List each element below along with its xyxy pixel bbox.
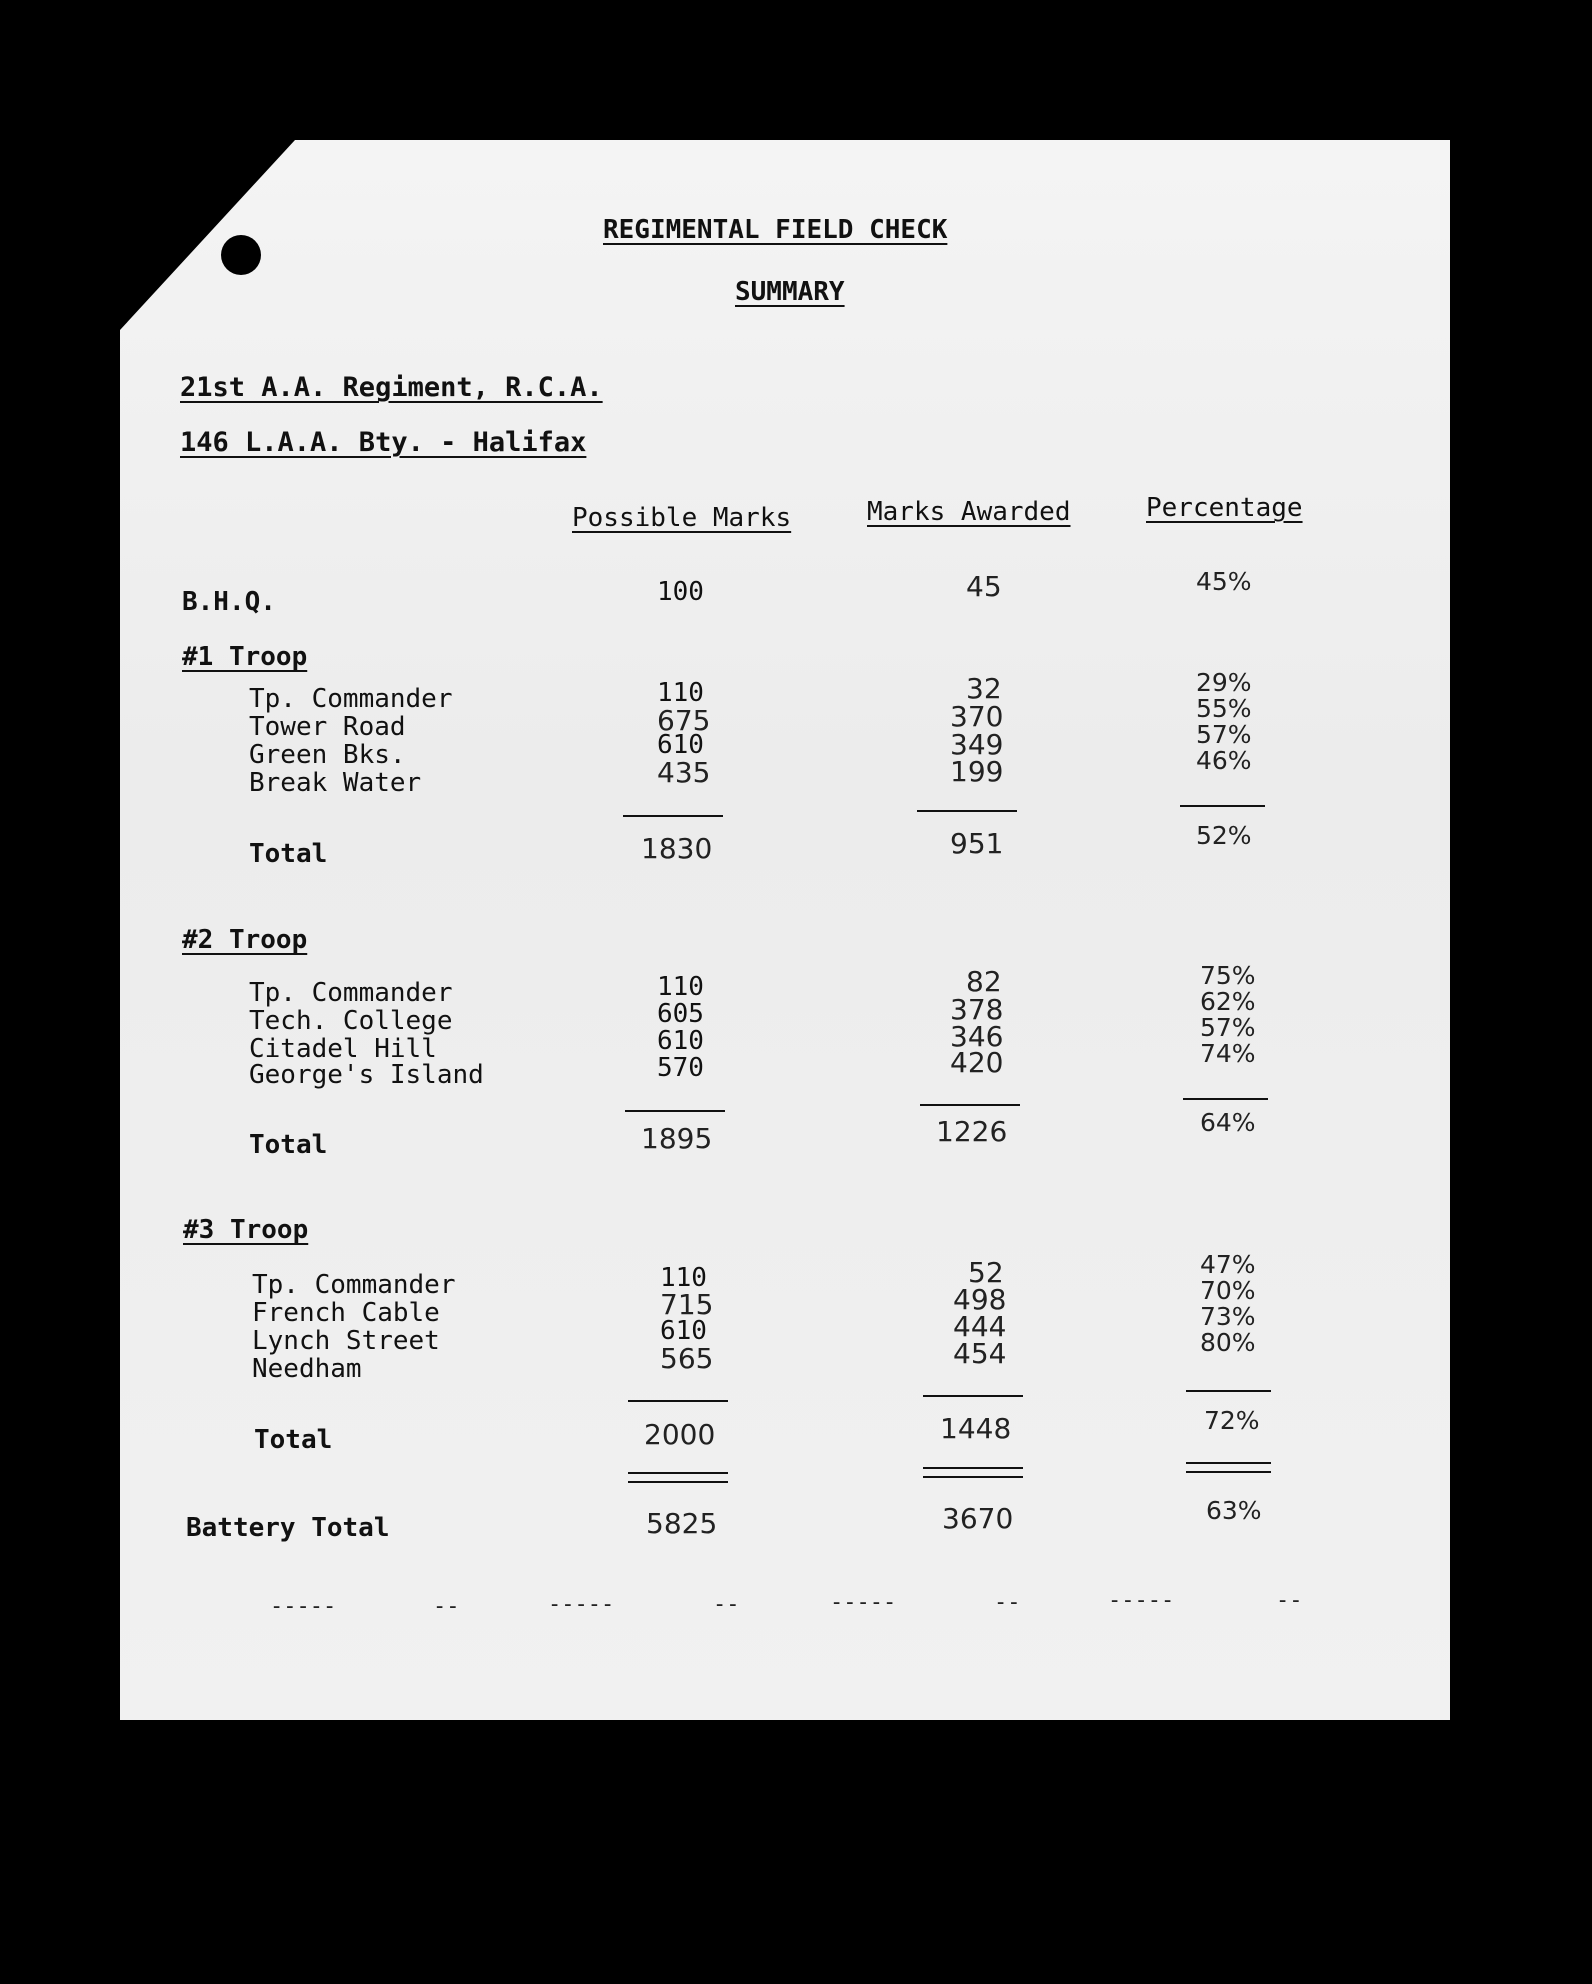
troop2-rule-possible <box>625 1110 725 1112</box>
troop3-row-awarded: 52 <box>968 1256 1004 1289</box>
troop1-row-possible: 110 <box>657 678 704 708</box>
troop3-rule-possible <box>628 1400 728 1402</box>
bhq-label: B.H.Q. <box>182 587 276 617</box>
troop3-row-awarded: 454 <box>953 1337 1007 1370</box>
troop3-rule-pct <box>1186 1390 1271 1392</box>
bhq-possible: 100 <box>657 577 704 607</box>
troop1-row-awarded: 199 <box>950 755 1004 788</box>
footer-dash: ----- <box>830 1590 897 1615</box>
footer-dash: -- <box>994 1590 1021 1615</box>
troop1-row-label: Tower Road <box>249 712 406 742</box>
col-percentage: Percentage <box>1146 493 1303 523</box>
troop2-rule-pct <box>1183 1098 1268 1100</box>
troop2-row-label: Citadel Hill <box>249 1034 437 1064</box>
troop1-row-pct: 46% <box>1196 746 1252 775</box>
troop3-row-label: Tp. Commander <box>252 1270 456 1300</box>
footer-dash: -- <box>713 1592 740 1617</box>
col-marks-awarded: Marks Awarded <box>867 497 1071 527</box>
troop3-row-pct: 47% <box>1200 1250 1256 1279</box>
troop2-row-awarded: 82 <box>966 965 1002 998</box>
bhq-awarded: 45 <box>966 570 1002 603</box>
troop1-rule-awarded <box>917 810 1017 812</box>
troop2-total-pct: 64% <box>1200 1108 1256 1137</box>
troop1-row-label: Break Water <box>249 768 422 798</box>
grand-rule-awarded <box>923 1467 1023 1478</box>
troop1-row-awarded: 349 <box>950 728 1004 761</box>
troop1-row-possible: 675 <box>657 704 711 737</box>
footer-dash: -- <box>433 1594 460 1619</box>
troop1-row-pct: 57% <box>1196 720 1252 749</box>
troop1-total-awarded: 951 <box>950 827 1004 860</box>
troop2-row-possible: 570 <box>657 1053 704 1083</box>
troop3-row-pct: 73% <box>1200 1302 1256 1331</box>
troop2-rule-awarded <box>920 1104 1020 1106</box>
battery-total-possible: 5825 <box>646 1507 718 1540</box>
troop1-row-awarded: 32 <box>966 672 1002 705</box>
troop1-row-possible: 435 <box>657 756 711 789</box>
troop3-row-label: Lynch Street <box>252 1326 440 1356</box>
grand-rule-possible <box>628 1472 728 1483</box>
troop2-row-possible: 110 <box>657 972 704 1002</box>
battery-total-pct: 63% <box>1206 1496 1262 1525</box>
troop2-row-awarded: 378 <box>950 993 1004 1026</box>
troop3-total-label: Total <box>254 1425 333 1455</box>
troop3-row-label: Needham <box>252 1354 362 1384</box>
troop3-rule-awarded <box>923 1395 1023 1397</box>
troop3-row-awarded: 444 <box>953 1310 1007 1343</box>
unit-line-1: 21st A.A. Regiment, R.C.A. <box>180 372 603 403</box>
footer-dash: ----- <box>270 1594 337 1619</box>
troop2-total-possible: 1895 <box>641 1122 713 1155</box>
troop2-row-possible: 610 <box>657 1026 704 1056</box>
troop1-row-possible: 610 <box>657 730 704 760</box>
troop3-row-awarded: 498 <box>953 1283 1007 1316</box>
troop2-row-pct: 62% <box>1200 987 1256 1016</box>
troop3-row-possible: 715 <box>660 1288 714 1321</box>
troop1-total-label: Total <box>249 839 328 869</box>
footer-dash: ----- <box>548 1592 615 1617</box>
troop2-row-pct: 57% <box>1200 1013 1256 1042</box>
troop3-total-pct: 72% <box>1204 1406 1260 1435</box>
troop3-row-pct: 70% <box>1200 1276 1256 1305</box>
footer-dash: -- <box>1276 1588 1303 1613</box>
troop1-row-awarded: 370 <box>950 700 1004 733</box>
troop2-row-awarded: 420 <box>950 1046 1004 1079</box>
troop3-total-possible: 2000 <box>644 1418 716 1451</box>
troop1-row-label: Tp. Commander <box>249 684 453 714</box>
grand-rule-pct <box>1186 1462 1271 1473</box>
troop2-total-awarded: 1226 <box>936 1115 1008 1148</box>
troop1-row-label: Green Bks. <box>249 740 406 770</box>
troop1-row-pct: 55% <box>1196 694 1252 723</box>
troop2-row-possible: 605 <box>657 999 704 1029</box>
troop2-row-label: George's Island <box>249 1060 484 1090</box>
document-subtitle: SUMMARY <box>735 277 845 307</box>
bhq-pct: 45% <box>1196 567 1252 596</box>
footer-dash: ----- <box>1108 1588 1175 1613</box>
troop2-row-pct: 74% <box>1200 1039 1256 1068</box>
troop2-row-awarded: 346 <box>950 1020 1004 1053</box>
troop3-row-pct: 80% <box>1200 1328 1256 1357</box>
troop3-row-label: French Cable <box>252 1298 440 1328</box>
battery-total-awarded: 3670 <box>942 1502 1014 1535</box>
troop3-row-possible: 610 <box>660 1316 707 1346</box>
troop1-total-pct: 52% <box>1196 821 1252 850</box>
troop1-rule-possible <box>623 815 723 817</box>
troop3-row-possible: 110 <box>660 1263 707 1293</box>
troop2-title: #2 Troop <box>182 925 308 955</box>
document-title: REGIMENTAL FIELD CHECK <box>603 215 948 245</box>
troop1-rule-pct <box>1180 805 1265 807</box>
troop3-row-possible: 565 <box>660 1342 714 1375</box>
col-possible-marks: Possible Marks <box>572 503 792 533</box>
troop3-title: #3 Troop <box>183 1215 309 1245</box>
punch-hole <box>221 235 261 275</box>
troop2-row-pct: 75% <box>1200 961 1256 990</box>
troop1-total-possible: 1830 <box>641 832 713 865</box>
troop2-total-label: Total <box>249 1130 328 1160</box>
troop2-row-label: Tech. College <box>249 1006 453 1036</box>
troop1-row-pct: 29% <box>1196 668 1252 697</box>
battery-total-label: Battery Total <box>186 1513 390 1543</box>
unit-line-2: 146 L.A.A. Bty. - Halifax <box>180 427 587 458</box>
troop1-title: #1 Troop <box>182 642 308 672</box>
troop2-row-label: Tp. Commander <box>249 978 453 1008</box>
troop3-total-awarded: 1448 <box>940 1412 1012 1445</box>
